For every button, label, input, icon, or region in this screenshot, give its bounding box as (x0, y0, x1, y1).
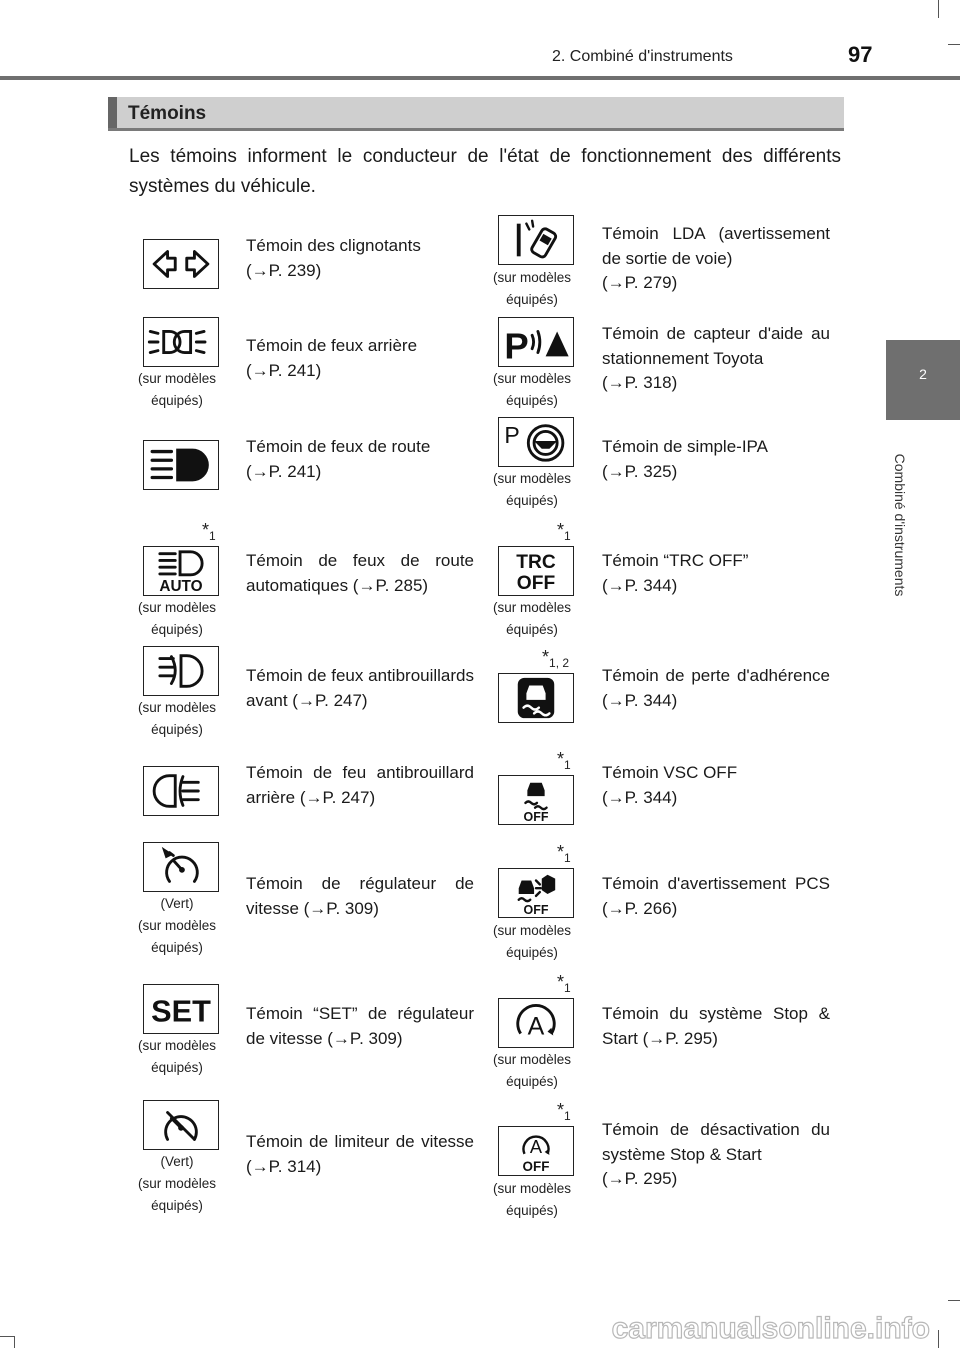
icon-label: A (527, 1012, 545, 1041)
footnote-marker: $*_{1, 2}$ (542, 647, 570, 670)
equipped-note: (sur modèles équipés) (137, 1038, 217, 1075)
watermark-text: carmanualsonline.info (611, 1312, 930, 1345)
intro-paragraph: Les témoins informent le conducteur de l'état de fonctionnement des différents systèmes du véhicule. (129, 146, 841, 197)
svg-text:P: P (504, 325, 529, 366)
equipped-note: (Vert) (sur modèles équipés) (137, 896, 217, 955)
item-description: Témoin VSC OFF (→P. 344) (602, 763, 738, 807)
chapter-tab (886, 340, 960, 420)
equipped-note: (sur modèles équipés) (137, 371, 217, 408)
chapter-side-title (880, 430, 920, 620)
vsc-off-icon (498, 775, 574, 825)
icon-label: A (529, 1135, 543, 1157)
footnote-marker: $*_1$ (202, 520, 216, 543)
icon-label: OFF (516, 573, 556, 595)
simple-ipa-icon (498, 417, 574, 467)
icon-label: TRC (516, 552, 556, 574)
cruise-control-icon (143, 842, 219, 892)
speed-limiter-icon (143, 1100, 219, 1150)
crop-mark (948, 44, 960, 45)
crop-mark (948, 1300, 960, 1301)
equipped-note: (sur modèles équipés) (492, 1052, 572, 1089)
tail-light-icon (143, 317, 219, 367)
footnote-marker: $*_1$ (557, 1100, 571, 1123)
icon-label: OFF (523, 810, 549, 824)
footnote-marker: $*_1$ (557, 842, 571, 865)
turn-signal-icon (143, 239, 219, 289)
rear-fog-icon (143, 766, 219, 816)
section-title: Témoins (128, 103, 207, 124)
equipped-note: (Vert) (sur modèles équipés) (137, 1154, 217, 1213)
front-fog-icon (143, 646, 219, 696)
icon-label: OFF (523, 903, 549, 917)
item-description: Témoin de régulateur de vitesse (→P. 309) (246, 874, 474, 918)
icon-label: AUTO (159, 578, 203, 595)
footnote-marker: $*_1$ (557, 749, 571, 772)
crop-mark (0, 1336, 14, 1337)
running-header: 2. Combiné d'instruments (552, 48, 733, 65)
item-description: Témoin de capteur d'aide au stationnement Toyota (→P. 318) (602, 324, 830, 392)
lda-icon (498, 215, 574, 265)
high-beam-icon (143, 440, 219, 490)
item-description: Témoin de limiteur de vitesse (→P. 314) (246, 1132, 474, 1176)
trc-off-icon (498, 546, 574, 596)
crop-mark (14, 1336, 15, 1348)
item-description: Témoin d'avertissement PCS (→P. 266) (602, 874, 830, 918)
cruise-set-icon (143, 984, 219, 1034)
header-rule (0, 76, 960, 80)
item-description: Témoin de feux de route automatiques (→P. 285) (246, 551, 474, 595)
equipped-note: (sur modèles équipés) (137, 700, 217, 737)
item-description: Témoin de perte d'adhérence (→P. 344) (602, 666, 830, 710)
footnote-marker: $*_1$ (557, 972, 571, 995)
item-description: Témoin de simple-IPA (→P. 325) (602, 437, 768, 481)
pcs-warning-icon (498, 868, 574, 918)
item-description: Témoin de feux arrière (→P. 241) (246, 336, 418, 380)
item-description: Témoin de désactivation du système Stop & Start (→P. 295) (602, 1120, 830, 1188)
svg-text:P: P (504, 421, 520, 448)
section-heading-bar (108, 97, 844, 131)
icon-label: OFF (522, 1159, 550, 1175)
equipped-note: (sur modèles équipés) (137, 600, 217, 637)
stop-start-icon (498, 998, 574, 1048)
equipped-note: (sur modèles équipés) (492, 1181, 572, 1218)
equipped-note: (sur modèles équipés) (492, 371, 572, 408)
equipped-note: (sur modèles équipés) (492, 471, 572, 508)
parking-sensor-icon (498, 317, 574, 367)
item-description: Témoin du système Stop & Start (→P. 295) (602, 1004, 830, 1048)
slip-indicator-icon (498, 673, 574, 723)
equipped-note: (sur modèles équipés) (492, 270, 572, 307)
footnote-marker: $*_1$ (557, 520, 571, 543)
watermark (600, 1306, 940, 1348)
equipped-note: (sur modèles équipés) (492, 923, 572, 960)
chapter-side-title-text: Combiné d'instruments (892, 453, 908, 597)
item-description: Témoin de feux antibrouillards avant (→P. 247) (246, 666, 474, 710)
stop-start-off-icon (498, 1126, 574, 1176)
icon-label: SET (151, 993, 211, 1029)
item-description: Témoin “TRC OFF” (→P. 344) (602, 551, 749, 595)
item-description: Témoin LDA (avertissement de sortie de voie) (→P. 279) (602, 224, 830, 292)
item-description: Témoin de feu antibrouillard arrière (→P. 247) (246, 763, 474, 807)
item-description: Témoin de feux de route (→P. 241) (246, 437, 431, 481)
item-description: Témoin des clignotants (→P. 239) (246, 236, 421, 280)
equipped-note: (sur modèles équipés) (492, 600, 572, 637)
page-number: 97 (848, 42, 873, 67)
item-description: Témoin “SET” de régulateur de vitesse (→P. 309) (246, 1004, 474, 1048)
chapter-number: 2 (919, 366, 927, 382)
crop-mark (938, 0, 939, 18)
auto-high-beam-icon (143, 546, 219, 596)
